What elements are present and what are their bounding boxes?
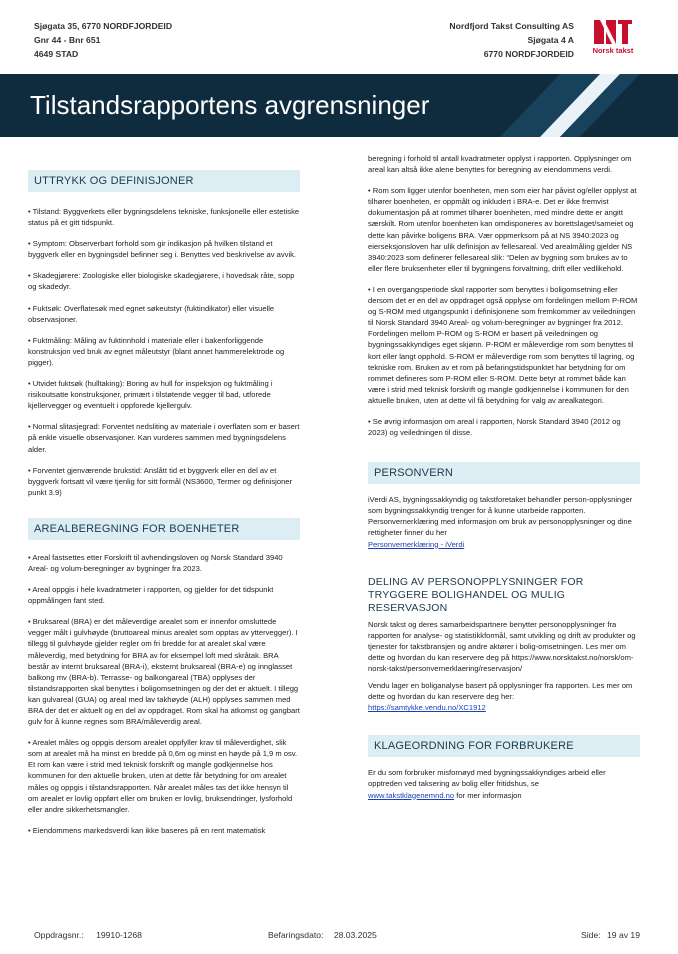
list-item: • Utvidet fuktsøk (hulltaking): Boring av hull for inspeksjon og fuktmåling i risikoutsatte konstruksjoner, primært i tilstøtende vegger til bad, utforede kjellervegger og eventuelt i oppforede kjellergulv. [28, 379, 273, 411]
postal-line: 4649 STAD [34, 49, 79, 59]
list-item: • Skadegjørere: Zoologiske eller biologiske skadegjørere, i hovedsak råte, sopp og skadedyr. [28, 271, 295, 292]
cadastral-line: Gnr 44 - Bnr 651 [34, 35, 101, 45]
data-sharing-paragraph: Norsk takst og deres samarbeidspartnere benytter personopplysninger fra rapporten for analyse- og statistikkformål, samt utvikling og drift av produkter og tjenester for takstbransjen og andre aktører i bolig-omsetningen. Les mer om dette og hvordan du kan reservere deg på https://www.norsktakst.no/norsk/om-norsk-takst/personvernerklaering/reservasjon/ [368, 619, 636, 673]
complaint-paragraph [368, 767, 640, 800]
section-heading-deling: DELING AV PERSONOPPLYSNINGER FOR TRYGGERE BOLIGHANDEL OG MULIG RESERVASJON [368, 575, 584, 614]
company-street: Sjøgata 4 A [527, 35, 574, 45]
company-address-block [449, 19, 574, 61]
page-label: Side: [581, 930, 601, 940]
list-item: • I en overgangsperiode skal rapporter som benyttes i boligomsetning eller dersom det er en del av oppdraget også opplyse om fordelingen mellom P-ROM og S-ROM med utgangspunkt i definisjonene som fremkommer av veiledningen til Norsk Standard 3940 Areal- og volum-beregninger av bygninger fra 2012. Fordelingen mellom P-ROM og S-ROM er basert på veiledningen og bygningssakkyndiges eget skjønn. P-ROM er måleverdige rom som benyttes til kort eller langt opphold. S-ROM er måleverdige rom som benyttes til lagring, og tekniske rom. Bruken av et rom på befaringstidspunktet har betydning for om rommet defineres som P-ROM eller S-ROM. Dette betyr at rommet både kan være i strid med teknisk forskrift og mangle godkjennelse i kommunen for den aktuelle bruken, uten at dette vil få betydning for valg av arealkategori. [368, 284, 638, 405]
title-banner [0, 74, 678, 137]
area-list [28, 552, 300, 836]
definitions-list [28, 206, 300, 498]
vendu-consent-link[interactable]: https://samtykke.vendu.no/XC1912 [368, 703, 486, 713]
list-item: • Areal oppgis i hele kvadratmeter i rapporten, og gjelder for det tidspunkt oppmålingen fant sted. [28, 585, 274, 606]
left-column [28, 170, 300, 836]
section-heading-personvern: PERSONVERN [368, 462, 640, 484]
inspection-label: Befaringsdato: [268, 930, 324, 940]
vendu-text: Vendu lager en boliganalyse basert på opplysninger fra rapporten. Les mer om dette og hvordan du kan reservere deg her: [368, 681, 633, 702]
privacy-policy-link[interactable]: Personvernerklæring - iVerdi [368, 539, 465, 549]
list-item: • Areal fastsettes etter Forskrift til avhendingsloven og Norsk Standard 3940 Areal- og volum-beregninger av bygninger fra 2023. [28, 552, 283, 573]
page-title: Tilstandsrapportens avgrensninger [30, 90, 430, 120]
complaint-text: Er du som forbruker misfornøyd med bygningssakkyndiges arbeid eller opptreden ved taksering av bolig eller fritidshus, se [368, 768, 606, 789]
list-item: • Fuktmåling: Måling av fuktinnhold i materiale eller i bakenforliggende konstruksjon ved bruk av egnet måleutstyr (blant annet hammerelektrode og pigger). [28, 335, 285, 367]
property-address-block [34, 19, 172, 61]
company-name: Nordfjord Takst Consulting AS [449, 21, 574, 31]
logo-wordmark: Norsk takst [592, 46, 634, 55]
order-value: 19910-1268 [96, 930, 142, 940]
company-city: 6770 NORDFJORDEID [483, 49, 574, 59]
vendu-paragraph [368, 680, 640, 713]
list-item: • Arealet måles og oppgis dersom arealet oppfyller krav til måleverdighet, slik som at arealet må ha minst en bredde på 0,6m og minst en høyde på 1,9 m osv. Et rom kan være i strid med teknisk forskrift og mangle godkjennelse hos kommunen for den aktuelle bruken, uten at dette får betydning for om arealet måles og oppgis i tilstandsrapporten. Når arealet måles tas det ikke hensyn til om arealet er lovlig oppført eller om bruken er lovlig, bruksendringer, lysforhold eller andre sikkerhetsmangler. [28, 738, 298, 814]
list-item: • Rom som ligger utenfor boenheten, men som eier har påvist og/eller opplyst at tilhører boenheten, er oppmålt og inkludert i BRA-e. Det er ikke fremvist dokumentasjon på at rommet tilhører boenheten, med mindre dette er angitt særskilt. Rom utenfor boenheten kan omdisponeres av borettslaget/sameiet og dette kan påvirke boligens BRA. Vær oppmerksom på at NS 3940:2023 og eierseksjonsloven har ulik definisjon av fellesareal. Ved arealmåling gjelder NS 3940:2023 som definerer fellesareal slik: “Delen av bygning som brukes av to eller flere bruksenheter eller til bygningens forvaltning, drift eller vedlikehold. [368, 186, 637, 273]
section-heading-klage: KLAGEORDNING FOR FORBRUKERE [368, 735, 640, 757]
section-heading-areal: AREALBEREGNING FOR BOENHETER [28, 518, 300, 540]
footer-page-number [581, 930, 640, 940]
privacy-paragraph [368, 494, 640, 549]
list-item: beregning i forhold til antall kvadratmeter opplyst i rapporten. Opplysninger om areal kan altså ikke alene benyttes for beregning av eiendommens verdi. [368, 154, 632, 175]
list-item: • Fuktsøk: Overflatesøk med egnet søkeutstyr (fuktindikator) eller visuelle observasjoner. [28, 303, 275, 324]
area-continued-list [368, 153, 640, 438]
order-label: Oppdragsnr.: [34, 930, 84, 940]
complaint-board-link[interactable]: www.takstklagenemnd.no [368, 790, 455, 800]
list-item: • Bruksareal (BRA) er det måleverdige arealet som er innenfor omsluttede vegger målt i gulvhøyde (bruttoareal minus arealet som opptas av yttervegger). I tillegg til gulvhøyde gjelder regler om fri bredde for at arealet skal være måleverdig, med betydning for BRA av for eksempel loft med skråtak. BRA består av internt bruksareal (BRA-i), eksternt bruksareal (BRA-e) og innglasset balkong mv (BRA-b). Terrasse- og balkongareal (TBA) opplyses der tilstandsrapporten skal benyttes i boligomsetningen og der det er aktuelt. I tillegg kan gulvareal (GUA) og areal med lav takhøyde (ALH) opplyses sammen med BRA der det er aktuelt og en del av oppdraget. Rom skal ha atkomst og gangbart gulv for å kunne regnes som BRA/måleverdig areal. [28, 617, 300, 727]
privacy-text: iVerdi AS, bygningssakkyndig og takstforetaket behandler person-opplysninger som bygningssakkyndig trenger for å kunne utarbeide rapporten. Personvernerklæring med informasjon om bruk av personopplysninger og dine rettigheter finner du her [368, 495, 633, 538]
address-line: Sjøgata 35, 6770 NORDFJORDEID [34, 21, 173, 31]
inspection-value: 28.03.2025 [333, 930, 377, 940]
list-item: • Normal slitasjegrad: Forventet nedsliting av materiale i overflaten som er basert på enkle visuelle observasjoner. Kan vurderes sammen med bygningsdelens alder. [28, 422, 300, 454]
footer-order-number [34, 930, 142, 940]
page-value: 19 av 19 [607, 930, 640, 940]
footer-inspection-date [268, 930, 377, 940]
list-item: • Eiendommens markedsverdi kan ikke baseres på en rent matematisk [28, 825, 266, 835]
list-item: • Forventet gjenværende brukstid: Anslått tid et byggverk eller en del av et byggverk fortsatt vil være tjenlig for sitt formål (NS3600, Termer og definisjoner punkt 3.9) [28, 465, 293, 497]
complaint-after-link: for mer informasjon [454, 790, 522, 800]
list-item: • Tilstand: Byggverkets eller bygningsdelens tekniske, funksjonelle eller estetiske status på et gitt tidspunkt. [28, 207, 300, 228]
list-item: • Symptom: Observerbart forhold som gir indikasjon på hvilken tilstand et byggverk eller en bygningsdel befinner seg i. Benyttes ved beskrivelse av avvik. [28, 239, 297, 260]
right-column [368, 153, 640, 801]
list-item: • Se øvrig informasjon om areal i rapporten, Norsk Standard 3940 (2012 og 2023) og veiledningen til disse. [368, 416, 621, 438]
section-heading-uttrykk: UTTRYKK OG DEFINISJONER [28, 170, 300, 192]
